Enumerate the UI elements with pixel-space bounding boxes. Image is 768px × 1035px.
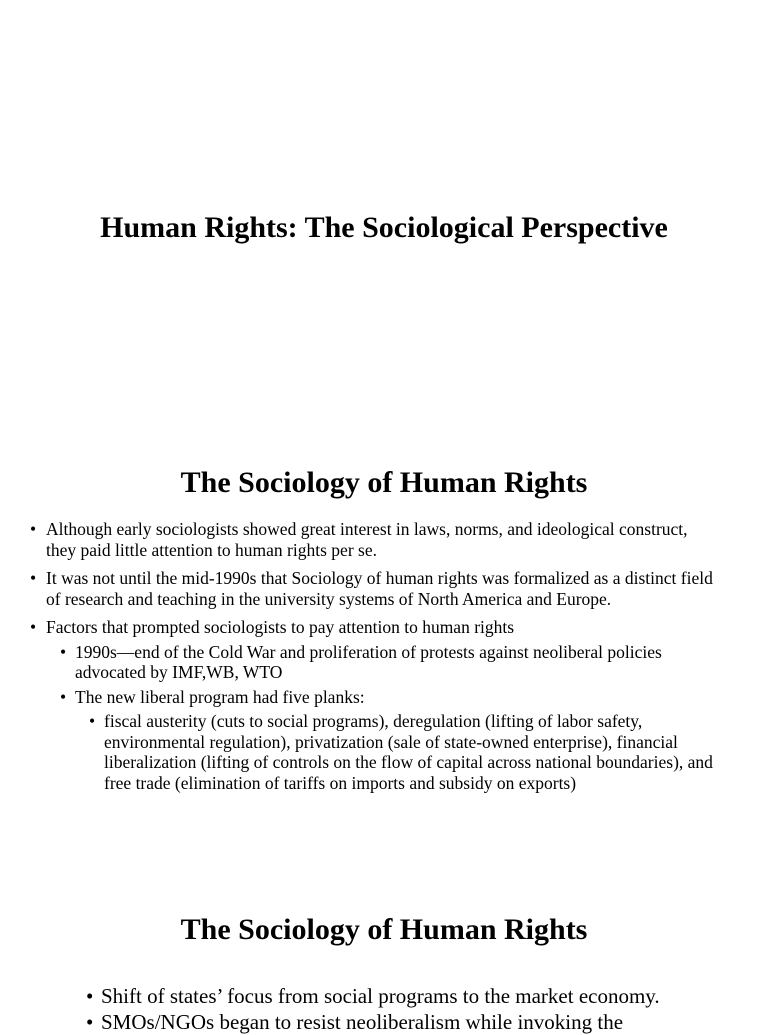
bullet-text: It was not until the mid-1990s that Sociology of human rights was formalized as a distinct field of research and teaching in the university systems of North America and Europe. (46, 568, 713, 609)
slide-1-title: Human Rights: The Sociological Perspective (100, 211, 668, 244)
bullet-text: Factors that prompted sociologists to pay attention to human rights (46, 617, 515, 637)
slide-3-bullet-list (101, 983, 741, 1035)
sub-bullet-text: The new liberal program had five planks: (75, 686, 365, 707)
sub-bullet-list (75, 642, 716, 794)
bullet-item (101, 1009, 741, 1035)
sub-sub-bullet-list (104, 711, 716, 793)
slide-3-title: The Sociology of Human Rights (180, 913, 588, 946)
sub-bullet-item (75, 687, 716, 794)
bullet-item (101, 983, 741, 1009)
sub-sub-bullet-text: fiscal austerity (cuts to social programs), deregulation (lifting of labor safety, environmental regulation), privatization (sale of state-owned enterprise), financial liberalization (lifting of controls on the flow of capital across national boundaries), and free trade (elimination of tariffs on imports and subsidy on exports) (104, 711, 713, 793)
bullet-text: Shift of states’ focus from social programs to the market economy. (101, 984, 660, 1008)
bullet-text: SMOs/NGOs began to resist neoliberalism while invoking the (101, 1010, 624, 1034)
slide-2-bullet-list (46, 519, 716, 801)
sub-bullet-text: 1990s—end of the Cold War and proliferation of protests against neoliberal policies advocated by IMF,WB, WTO (75, 641, 662, 682)
bullet-item (46, 568, 716, 609)
bullet-item (46, 617, 716, 793)
sub-sub-bullet-item (104, 711, 716, 793)
slide-2-title: The Sociology of Human Rights (180, 466, 588, 499)
sub-bullet-item (75, 642, 716, 683)
bullet-text: Although early sociologists showed great interest in laws, norms, and ideological construct, they paid little attention to human rights per se. (46, 519, 688, 560)
bullet-item (46, 519, 716, 560)
